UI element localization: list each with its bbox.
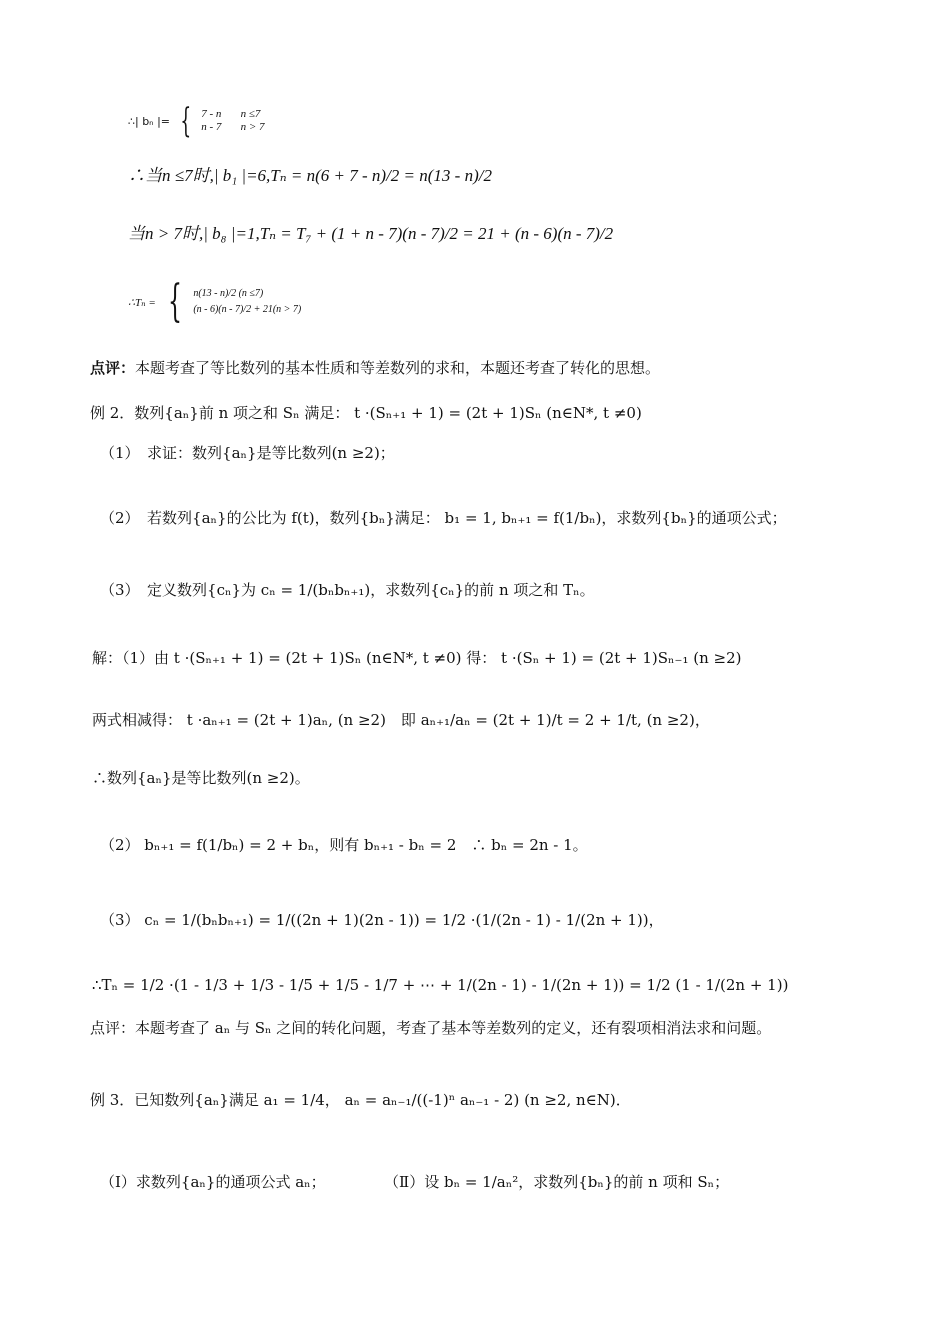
solution-step-1: 解：（1）由 t ·(Sₙ₊₁ + 1) = (2t + 1)Sₙ (n∈N*, t ≠0) 得： t ·(Sₙ + 1) = (2t + 1)Sₙ₋₁ (n ≥2) [92,649,742,667]
example-3-question-2: （Ⅱ）设 bₙ = 1/aₙ²，求数列{bₙ}的前 n 项和 Sₙ； [384,1173,730,1191]
example-3-question-1: （Ⅰ）求数列{aₙ}的通项公式 aₙ； [100,1173,326,1191]
example-2-title: 例 2．数列{aₙ}前 n 项之和 Sₙ 满足： t ·(Sₙ₊₁ + 1) = (2t + 1)Sₙ (n∈N*, t ≠0) [90,404,642,422]
remark-2-text: 本题考查了 aₙ 与 Sₙ 之间的转化问题，考查了基本等差数列的定义，还有裂项相消法求和问题。 [135,1019,772,1037]
tn-piecewise [128,276,302,327]
remark-1-label: 点评： [90,359,136,377]
remark-1-text: 本题考查了等比数列的基本性质和等差数列的求和，本题还考查了转化的思想。 [135,359,661,377]
abs-bn-case-2: n - 7 n > 7 [201,121,265,133]
solution-step-3: ∴数列{aₙ}是等比数列(n ≥2)。 [92,769,310,787]
remark-2-label: 点评： [90,1019,136,1037]
example-3-title: 例 3．已知数列{aₙ}满足 a₁ = 1/4， aₙ = aₙ₋₁/((-1)ⁿ aₙ₋₁ - 2) (n ≥2, n∈N)． [90,1091,631,1109]
solution-step-6: ∴Tₙ = 1/2 ·(1 - 1/3 + 1/3 - 1/5 + 1/5 - 1/7 + ⋯ + 1/(2n - 1) - 1/(2n + 1)) = 1/2 (1 - 1/(2n + 1)) [92,976,789,994]
tn-case-list [193,286,301,318]
tn-case-2: (n - 6)(n - 7)/2 + 21(n > 7) [193,304,302,315]
tn-case-gt-7: 当n > 7时,| b₈ |=1,Tₙ = T₇ + (1 + n - 7)(n - 7)/2 = 21 + (n - 6)(n - 7)/2 [128,224,614,243]
example-2-question-3: （3） 定义数列{cₙ}为 cₙ = 1/(bₙbₙ₊₁)，求数列{cₙ}的前 n 项之和 Tₙ。 [100,581,595,599]
solution-step-4: （2） bₙ₊₁ = f(1/bₙ) = 2 + bₙ，则有 bₙ₊₁ - bₙ = 2 ∴ bₙ = 2n - 1。 [100,836,588,854]
abs-bn-cases [128,101,265,141]
abs-bn-case-list [201,108,264,134]
remark-1 [90,358,660,378]
abs-bn-lead: ∴| bₙ |= [128,115,170,128]
left-brace-icon: { [167,276,182,327]
tn-lead: ∴Tₙ = [128,297,156,309]
solution-step-2: 两式相减得： t ·aₙ₊₁ = (2t + 1)aₙ, (n ≥2) 即 aₙ₊₁/aₙ = (2t + 1)/t = 2 + 1/t, (n ≥2)， [92,711,710,729]
example-2-question-1: （1） 求证：数列{aₙ}是等比数列(n ≥2)； [100,444,395,462]
remark-2 [90,1018,771,1038]
solution-step-5: （3） cₙ = 1/(bₙbₙ₊₁) = 1/((2n + 1)(2n - 1)) = 1/2 ·(1/(2n - 1) - 1/(2n + 1))， [100,911,664,929]
tn-case-1: n(13 - n)/2 (n ≤7) [193,288,264,299]
tn-case-le-7: ∴当n ≤7时,| b₁ |=6,Tₙ = n(6 + 7 - n)/2 = n(13 - n)/2 [128,166,492,185]
example-2-question-2: （2） 若数列{aₙ}的公比为 f(t)，数列{bₙ}满足： b₁ = 1, bₙ₊₁ = f(1/bₙ)，求数列{bₙ}的通项公式； [100,509,787,527]
abs-bn-case-1: 7 - n n ≤7 [201,108,261,120]
left-brace-icon: { [180,101,192,141]
